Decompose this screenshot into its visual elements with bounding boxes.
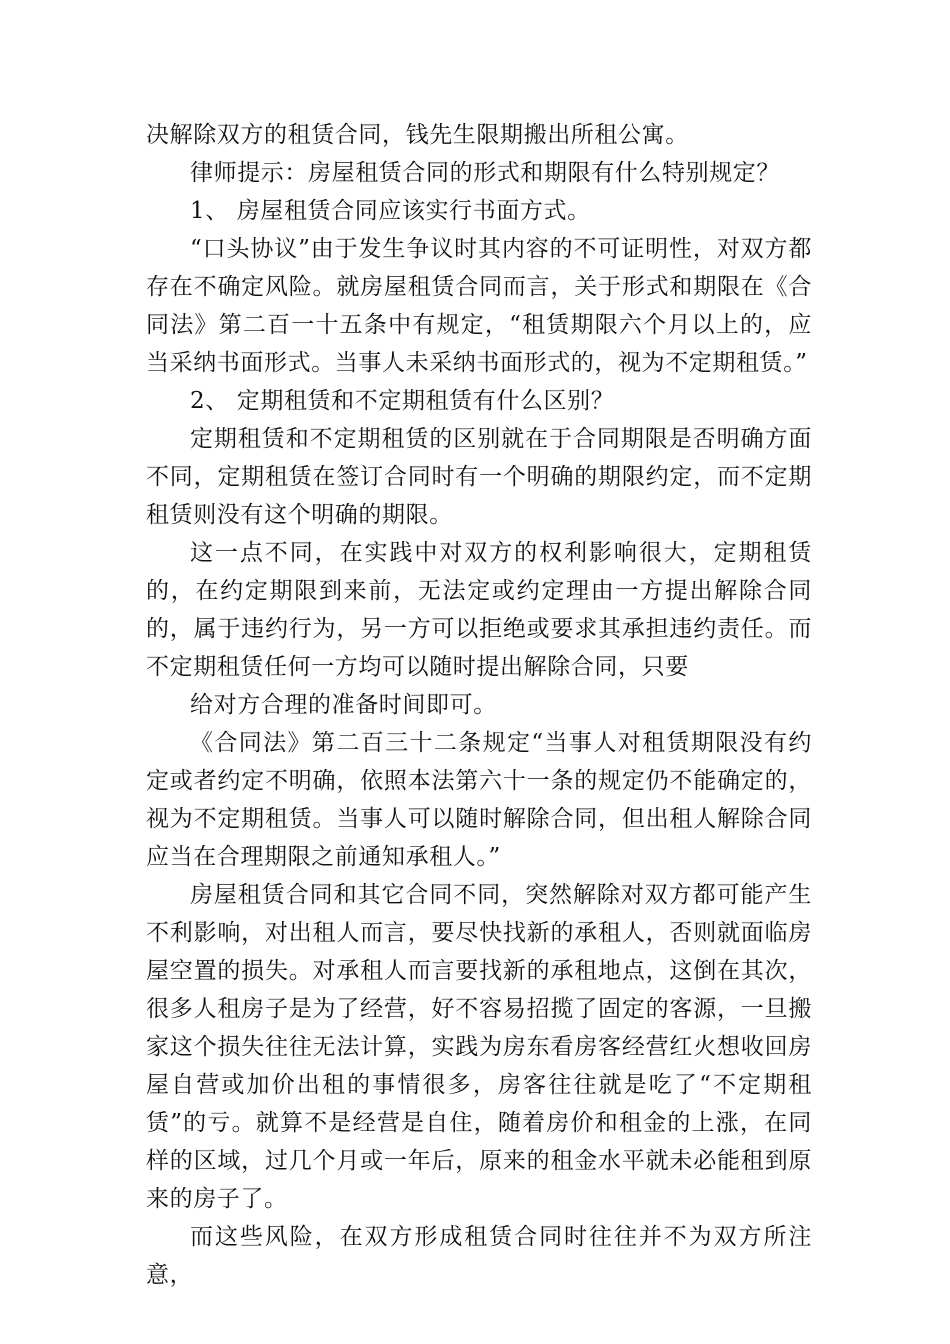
paragraph: 定期租赁和不定期租赁的区别就在于合同期限是否明确方面不同，定期租赁在签订合同时有一个明确的期限约定，而不定期租赁则没有这个明确的期限。 (146, 426, 812, 528)
section-heading-2: 2、 定期租赁和不定期租赁有什么区别？ (190, 388, 615, 414)
document-body (146, 116, 812, 1294)
paragraph: 决解除双方的租赁合同，钱先生限期搬出所租公寓。 (146, 122, 689, 148)
paragraph: “口头协议”由于发生争议时其内容的不可证明性，对双方都存在不确定风险。就房屋租赁合同而言，关于形式和期限在《合同法》第二百一十五条中有规定，“租赁期限六个月以上的，应当采纳书面形式。当事人未采纳书面形式的，视为不定期租赁。” (146, 236, 812, 376)
lawyer-tip-heading: 律师提示：房屋租赁合同的形式和期限有什么特别规定？ (190, 160, 780, 186)
paragraph: 而这些风险，在双方形成租赁合同时往往并不为双方所注意， (146, 1224, 812, 1288)
paragraph: 这一点不同，在实践中对双方的权利影响很大，定期租赁的，在约定期限到来前，无法定或约定理由一方提出解除合同的，属于违约行为，另一方可以拒绝或要求其承担违约责任。而不定期租赁任何一方均可以随时提出解除合同，只要 (146, 540, 812, 680)
paragraph: 《合同法》第二百三十二条规定“当事人对租赁期限没有约定或者约定不明确，依照本法第六十一条的规定仍不能确定的，视为不定期租赁。当事人可以随时解除合同，但出租人解除合同应当在合理期限之前通知承租人。” (146, 730, 812, 870)
paragraph: 给对方合理的准备时间即可。 (190, 692, 497, 718)
paragraph: 房屋租赁合同和其它合同不同，突然解除对双方都可能产生不利影响，对出租人而言，要尽快找新的承租人，否则就面临房屋空置的损失。对承租人而言要找新的承租地点，这倒在其次，很多人租房子是为了经营，好不容易招揽了固定的客源，一旦搬家这个损失往往无法计算，实践为房东看房客经营红火想收回房屋自营或加价出租的事情很多，房客往往就是吃了“不定期租赁”的亏。就算不是经营是自住，随着房价和租金的上涨，在同样的区域，过几个月或一年后，原来的租金水平就未必能租到原来的房子了。 (146, 882, 812, 1212)
section-heading-1: 1、 房屋租赁合同应该实行书面方式。 (190, 198, 591, 224)
